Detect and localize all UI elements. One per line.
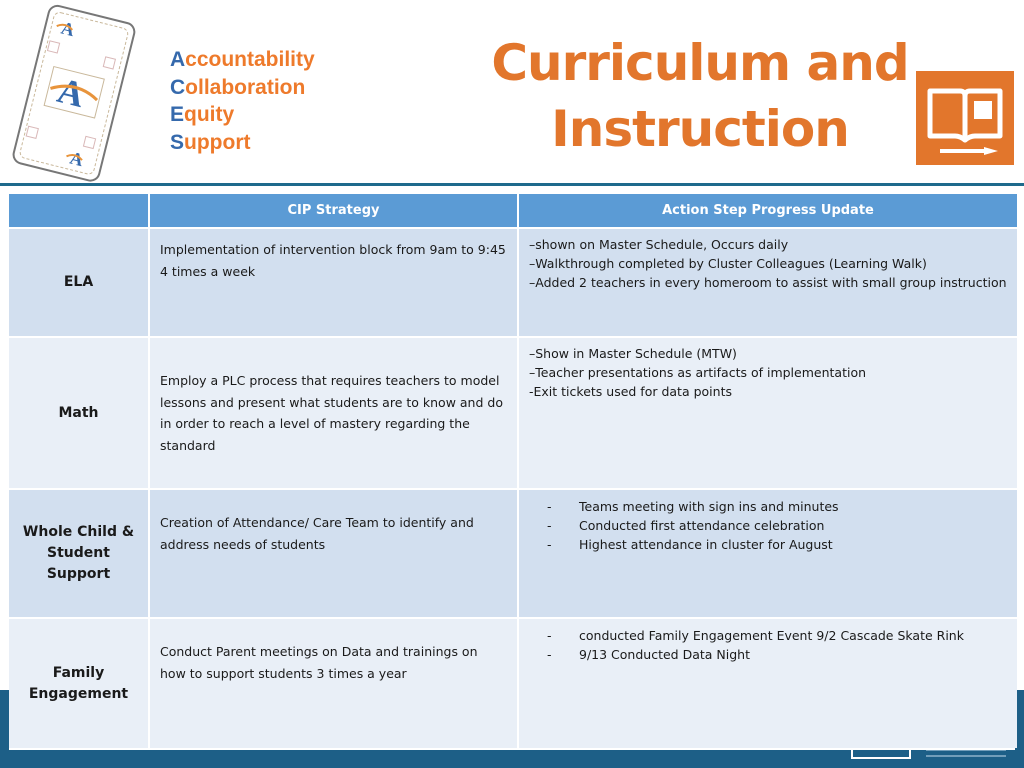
strategy-ela: Implementation of intervention block from 9am to 9:45 4 times a week (150, 229, 517, 336)
header-divider (0, 183, 1024, 186)
strategy-whole-child-text: Creation of Attendance/ Care Team to identify and address needs of students (160, 515, 474, 552)
page-title (480, 30, 920, 162)
progress-item: –Show in Master Schedule (MTW) (529, 346, 737, 361)
page-title-line-2: Instruction (551, 100, 849, 158)
acronym-line-collaboration: Collaboration (170, 75, 306, 99)
open-book-pencil-icon (916, 71, 1014, 165)
strategy-family-engagement (150, 619, 517, 748)
cip-table (9, 194, 1015, 750)
list-item: - Highest attendance in cluster for August (547, 535, 1017, 554)
svg-text:A: A (53, 69, 89, 116)
row-label-whole-child: Whole Child & Student Support (9, 490, 148, 617)
strategy-math (150, 338, 517, 488)
acronym-line-accountability: Accountability (170, 48, 315, 71)
table-header-cip-strategy: CIP Strategy (150, 194, 517, 227)
acronym-line-support: Support (170, 130, 251, 154)
table-header-action-step: Action Step Progress Update (519, 194, 1017, 227)
row-label-math: Math (9, 338, 148, 488)
progress-math (519, 338, 1017, 488)
list-item: - 9/13 Conducted Data Night (547, 645, 1017, 664)
progress-item: -Exit tickets used for data points (529, 384, 732, 399)
strategy-family-engagement-text: Conduct Parent meetings on Data and trainings on how to support students 3 times a year (160, 644, 478, 681)
row-label-ela: ELA (9, 229, 148, 336)
svg-text:A: A (67, 147, 86, 171)
progress-ela (519, 229, 1017, 336)
progress-list (519, 619, 1017, 664)
acronym-block (170, 46, 315, 156)
svg-text:A: A (59, 17, 77, 41)
progress-item: –shown on Master Schedule, Occurs daily (529, 237, 789, 252)
strategy-whole-child (150, 490, 517, 617)
progress-item: –Teacher presentations as artifacts of implementation (529, 365, 867, 380)
progress-item: –Walkthrough completed by Cluster Colleagues (Learning Walk) (529, 256, 927, 271)
strategy-math-text: Employ a PLC process that requires teachers to model lessons and present what students are to know and do in order to reach a level of mastery regarding the standard (160, 373, 503, 453)
logo-card-icon (8, 4, 138, 182)
list-item: - Teams meeting with sign ins and minutes (547, 497, 1017, 516)
progress-item: –Added 2 teachers in every homeroom to assist with small group instruction (529, 275, 1007, 290)
progress-family-engagement (519, 619, 1017, 748)
list-item: - conducted Family Engagement Event 9/2 Cascade Skate Rink (547, 626, 1017, 645)
progress-list (519, 490, 1017, 554)
acronym-line-equity: Equity (170, 103, 235, 126)
list-item: - Conducted first attendance celebration (547, 516, 1017, 535)
progress-whole-child (519, 490, 1017, 617)
table-header-label (9, 194, 148, 227)
row-label-family-engagement: Family Engagement (9, 619, 148, 748)
page-title-line-1: Curriculum and (491, 34, 909, 92)
